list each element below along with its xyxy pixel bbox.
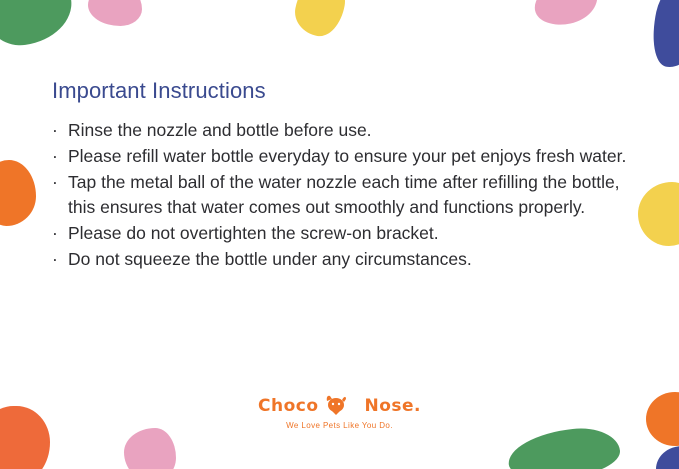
page-title: Important Instructions	[52, 78, 266, 103]
list-item	[52, 170, 632, 220]
brand-tagline: We Love Pets Like You Do.	[286, 421, 393, 430]
decorative-blob-green-bottom-right	[506, 424, 622, 469]
list-item	[52, 247, 632, 272]
decorative-blob-pink-top-left	[88, 0, 142, 26]
decorative-blob-blue-top-right	[646, 0, 679, 72]
bullet-icon: ·	[52, 223, 58, 243]
list-item-text: Do not squeeze the bottle under any circumstances.	[68, 249, 472, 269]
bullet-icon: ·	[52, 172, 58, 192]
decorative-blob-yellow-top	[291, 0, 348, 40]
decorative-blob-pink-top-right	[530, 0, 602, 30]
brand-word-nose: Nose.	[364, 396, 422, 416]
decorative-blob-blue-bottom-right	[656, 446, 679, 469]
bullet-icon: ·	[52, 249, 58, 269]
list-item	[52, 144, 632, 169]
bullet-icon: ·	[52, 120, 58, 140]
instructions-list	[52, 118, 632, 272]
list-item	[52, 118, 632, 143]
dog-head-icon	[323, 394, 349, 416]
decorative-blob-orange-left	[0, 160, 36, 226]
brand-word-choco: Choco	[257, 396, 319, 416]
list-item-text: Rinse the nozzle and bottle before use.	[68, 120, 372, 140]
list-item	[52, 221, 632, 246]
bullet-icon: ·	[52, 146, 58, 166]
decorative-blob-yellow-right	[638, 182, 679, 246]
list-item-text: Please refill water bottle everyday to ensure your pet enjoys fresh water.	[68, 146, 627, 166]
instructions-content	[52, 78, 632, 273]
decorative-blob-green-top-left	[0, 0, 76, 50]
decorative-blob-pink-bottom	[124, 428, 176, 469]
brand-logo	[258, 392, 421, 416]
brand-footer	[0, 392, 679, 430]
list-item-text: Tap the metal ball of the water nozzle each time after refilling the bottle, this ensures that water comes out smoothly and functions properly.	[68, 172, 620, 217]
list-item-text: Please do not overtighten the screw-on bracket.	[68, 223, 439, 243]
